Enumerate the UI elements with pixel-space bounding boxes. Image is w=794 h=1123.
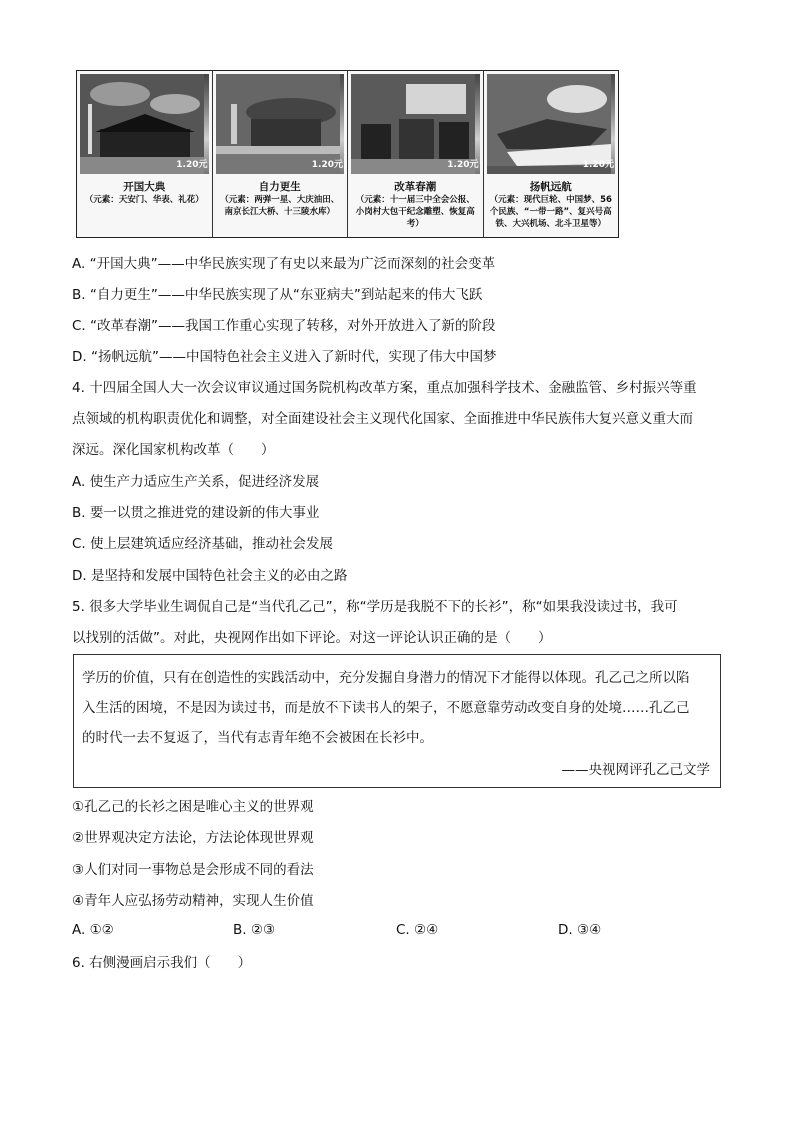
quote-source: ——央视网评孔乙己文学 (561, 762, 710, 778)
q3-option-c: C. “改革春潮”——我国工作重心实现了转移，对外开放进入了新的阶段 (72, 318, 496, 334)
q3-option-d: D. “扬帆远航”——中国特色社会主义进入了新时代，实现了伟大中国梦 (72, 349, 497, 365)
stamp-elements: （元素：十一届三中全会公报、小岗村大包干纪念雕塑、恢复高考） (355, 195, 475, 229)
q5-choice-c: C. ②④ (396, 922, 439, 938)
q5-choice-b: B. ②③ (233, 922, 276, 938)
q5-statement-2: ②世界观决定方法论，方法论体现世界观 (72, 830, 314, 846)
stamp-2 (213, 71, 349, 237)
q5-statement-3: ③人们对同一事物总是会形成不同的看法 (72, 862, 314, 878)
quote-line: 入生活的困境，不是因为读过书，而是放不下读书人的架子，不愿意靠劳动改变自身的处境……孔乙己 (82, 700, 690, 716)
stamp-title: 开国大典 (123, 181, 166, 193)
stamp-3 (348, 71, 484, 237)
q4-stem-line: 深远。深化国家机构改革（ ） (72, 442, 275, 458)
q5-stem-line: 5. 很多大学毕业生调侃自己是“当代孔乙己”，称“学历是我脱不下的长衫”，称“如果我没读过书，我可 (72, 599, 678, 615)
stamp-elements: （元素：天安门、华表、礼花） (84, 195, 204, 205)
face-value: 1.20元 (311, 160, 343, 170)
stamp-sheet (76, 70, 619, 238)
q4-option-d: D. 是坚持和发展中国特色社会主义的必由之路 (72, 568, 348, 584)
face-value: 1.20元 (582, 160, 614, 170)
quote-line: 学历的价值，只有在创造性的实践活动中，充分发掘自身潜力的情况下才能得以体现。孔乙己之所以陷 (82, 670, 690, 686)
q4-stem-line: 4. 十四届全国人大一次会议审议通过国务院机构改革方案，重点加强科学技术、金融监管、乡村振兴等重 (72, 380, 697, 396)
quote-box (73, 654, 721, 788)
q3-option-a: A. “开国大典”——中华民族实现了有史以来最为广泛而深刻的社会变革 (72, 256, 496, 272)
quote-text (82, 663, 712, 753)
face-value: 1.20元 (447, 160, 479, 170)
face-value: 1.20元 (176, 160, 208, 170)
q4-option-b: B. 要一以贯之推进党的建设新的伟大事业 (72, 505, 320, 521)
q4-option-a: A. 使生产力适应生产关系，促进经济发展 (72, 474, 320, 490)
stamp-title: 扬帆远航 (529, 181, 572, 193)
q5-statement-4: ④青年人应弘扬劳动精神，实现人生价值 (72, 893, 314, 909)
q5-stem-line: 以找别的活做”。对此，央视网作出如下评论。对这一评论认识正确的是（ ） (72, 630, 552, 646)
q4-stem-line: 点领域的机构职责优化和调整，对全面建设社会主义现代化国家、全面推进中华民族伟大复兴意义重大而 (72, 411, 693, 427)
q5-statement-1: ①孔乙己的长衫之困是唯心主义的世界观 (72, 799, 314, 815)
q5-choice-d: D. ③④ (558, 922, 602, 938)
stamp-1 (77, 71, 213, 237)
q4-option-c: C. 使上层建筑适应经济基础，推动社会发展 (72, 536, 334, 552)
stamp-title: 自力更生 (258, 181, 301, 193)
quote-line: 的时代一去不复返了，当代有志青年绝不会被困在长衫中。 (82, 730, 433, 746)
q5-choice-a: A. ①② (72, 922, 114, 938)
stamp-4 (484, 71, 619, 237)
stamp-elements: （元素：现代巨轮、中国梦、56个民族、“一带一路”、复兴号高铁、大兴机场、北斗卫星等） (489, 195, 612, 229)
q6-stem: 6. 右侧漫画启示我们（ ） (72, 955, 252, 971)
q3-option-b: B. “自力更生”——中华民族实现了从“东亚病夫”到站起来的伟大飞跃 (72, 287, 483, 303)
stamp-title: 改革春潮 (394, 181, 437, 193)
stamp-elements: （元素：两弹一星、大庆油田、南京长江大桥、十三陵水库） (220, 195, 340, 217)
